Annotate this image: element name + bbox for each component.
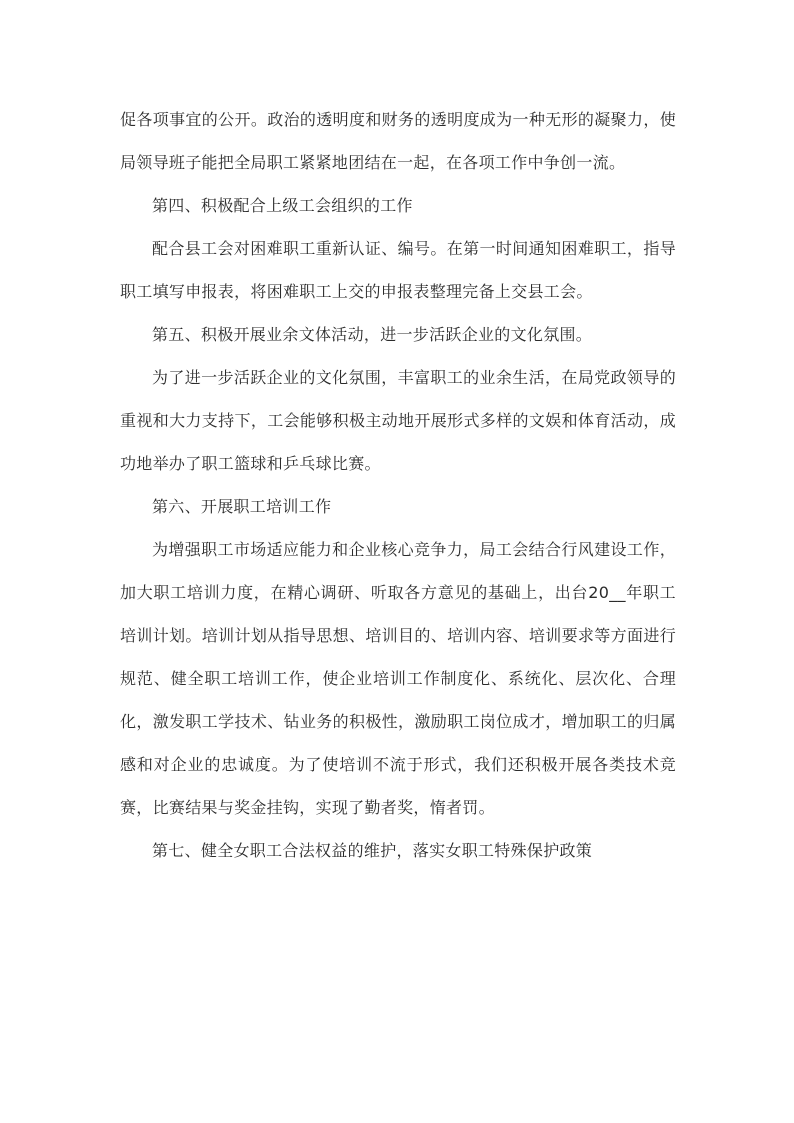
section-heading-4: 第四、积极配合上级工会组织的工作 xyxy=(152,196,413,215)
section-heading-6: 第六、开展职工培训工作 xyxy=(152,497,332,516)
paragraph-continued: 促各项事宜的公开。政治的透明度和财务的透明度成为一种无形的凝聚力，使局领导班子能把全局职工紧紧地团结在一起，在各项工作中争创一流。 xyxy=(120,110,676,172)
document-body xyxy=(120,98,676,872)
paragraph: 配合县工会对困难职工重新认证、编号。在第一时间通知困难职工，指导职工填写申报表，将困难职工上交的申报表整理完备上交县工会。 xyxy=(120,239,676,301)
paragraph: 为了进一步活跃企业的文化氛围，丰富职工的业余生活，在局党政领导的重视和大力支持下，工会能够积极主动地开展形式多样的文娱和体育活动，成功地举办了职工篮球和乒乓球比赛。 xyxy=(120,368,676,473)
section-heading-5: 第五、积极开展业余文体活动，进一步活跃企业的文化氛围。 xyxy=(152,325,593,344)
paragraph: 为增强职工市场适应能力和企业核心竞争力，局工会结合行风建设工作，加大职工培训力度，在精心调研、听取各方意见的基础上，出台20__年职工培训计划。培训计划从指导思想、培训目的、培训内容、培训要求等方面进行规范、健全职工培训工作，使企业培训工作制度化、系统化、层次化、合理化，激发职工学技术、钻业务的积极性，激励职工岗位成才，增加职工的归属感和对企业的忠诚度。为了使培训不流于形式，我们还积极开展各类技术竞赛，比赛结果与奖金挂钩，实现了勤者奖，惰者罚。 xyxy=(120,540,676,817)
section-heading-7: 第七、健全女职工合法权益的维护，落实女职工特殊保护政策 xyxy=(152,841,593,860)
